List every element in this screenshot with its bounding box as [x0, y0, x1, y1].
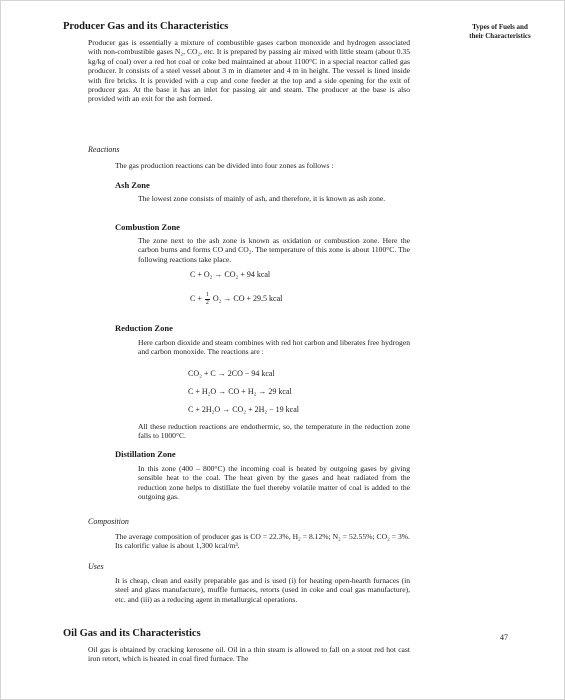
composition-heading: Composition: [88, 517, 129, 526]
reduction-equation-3: C + 2H₂O → CO₂ + 2H₂ − 19 kcal: [188, 405, 300, 414]
ash-zone-text: The lowest zone consists of mainly of ash, and therefore, it is known as ash zone.: [138, 194, 386, 203]
eq2-left: C +: [190, 293, 202, 303]
oil-gas-paragraph: Oil gas is obtained by cracking kerosene oil. Oil in a thin steam is allowed to fall on a stout red hot cast iron retort, which is heated in coal fired furnace. The: [88, 645, 410, 664]
page-number: 47: [500, 633, 508, 642]
ash-zone-heading: Ash Zone: [115, 180, 150, 190]
uses-heading: Uses: [88, 562, 104, 571]
reactions-heading: Reactions: [88, 145, 120, 154]
eq2-right: O₂ → CO + 29.5 kcal: [212, 293, 283, 303]
uses-text: It is cheap, clean and easily preparable gas and is used (i) for heating open-hearth furnaces (in steel and glass manufacture), muffle furnaces, retorts (used in coke and coal gas manufacture), etc. and (iii) as a reducing agent in metallurgical operations.: [115, 576, 410, 604]
combustion-equation-1: C + O₂ → CO₂ + 94 kcal: [190, 270, 271, 279]
running-header: [450, 23, 550, 40]
one-half-fraction: [205, 292, 210, 306]
reduction-zone-heading: Reduction Zone: [115, 323, 173, 333]
reduction-equation-2: C + H₂O → CO + H₂ → 29 kcal: [188, 387, 292, 396]
reactions-intro: The gas production reactions can be divided into four zones as follows :: [115, 161, 334, 170]
reduction-zone-note: All these reduction reactions are endothermic, so, the temperature in the reduction zone falls to 1000°C.: [138, 422, 410, 441]
fraction-denominator: 2: [205, 299, 209, 306]
section-title-oil-gas: Oil Gas and its Characteristics: [63, 628, 201, 639]
fraction-numerator: 1: [205, 292, 209, 298]
reduction-equation-1: CO₂ + C → 2CO − 94 kcal: [188, 369, 275, 378]
distillation-zone-heading: Distillation Zone: [115, 449, 176, 459]
distillation-zone-text: In this zone (400 – 800°C) the incoming coal is heated by outgoing gases by giving sensible heat to the coal. The heat given by the gases and heat radiated from the reduction zone helps to distillate the fuel thereby volatile matter of coal is added to the outgoing gas.: [138, 464, 410, 502]
running-header-line1: Types of Fuels and: [472, 23, 528, 31]
composition-text: The average composition of producer gas is CO = 22.3%, H₂ = 8.12%; N₂ = 52.55%; CO₂ = 3%. Its calorific value is about 1,300 kcal/m³.: [115, 532, 410, 551]
combustion-zone-heading: Combustion Zone: [115, 222, 180, 232]
intro-paragraph: Producer gas is essentially a mixture of combustible gases carbon monoxide and hydrogen associated with non-combustible gases N₂, CO₂, etc. It is prepared by passing air mixed with little steam (about 0.35 kg/kg of coal) over a red hot coal or coke bed maintained at about 1100°C in a special reactor called gas producer. It consists of a steel vessel about 3 m in diameter and 4 m in height. The vessel is lined inside with fire bricks. It is provided with a cup and cone feeder at the top and a side opening for the exit of producer gas. At the base it has an inlet for passing air and steam. The producer at the base is also provided with an exit for the ash formed.: [88, 38, 410, 104]
combustion-zone-text: The zone next to the ash zone is known as oxidation or combustion zone. Here the carbon burns and forms CO and CO₂. The temperature of this zone is about 1100°C. The following reactions take place.: [138, 236, 410, 264]
section-title-producer-gas: Producer Gas and its Characteristics: [63, 21, 229, 32]
reduction-zone-text: Here carbon dioxide and steam combines with red hot carbon and liberates free hydrogen and carbon monoxide. The reactions are :: [138, 338, 410, 357]
combustion-equation-2: [190, 292, 282, 306]
running-header-line2: their Characteristics: [469, 31, 531, 40]
